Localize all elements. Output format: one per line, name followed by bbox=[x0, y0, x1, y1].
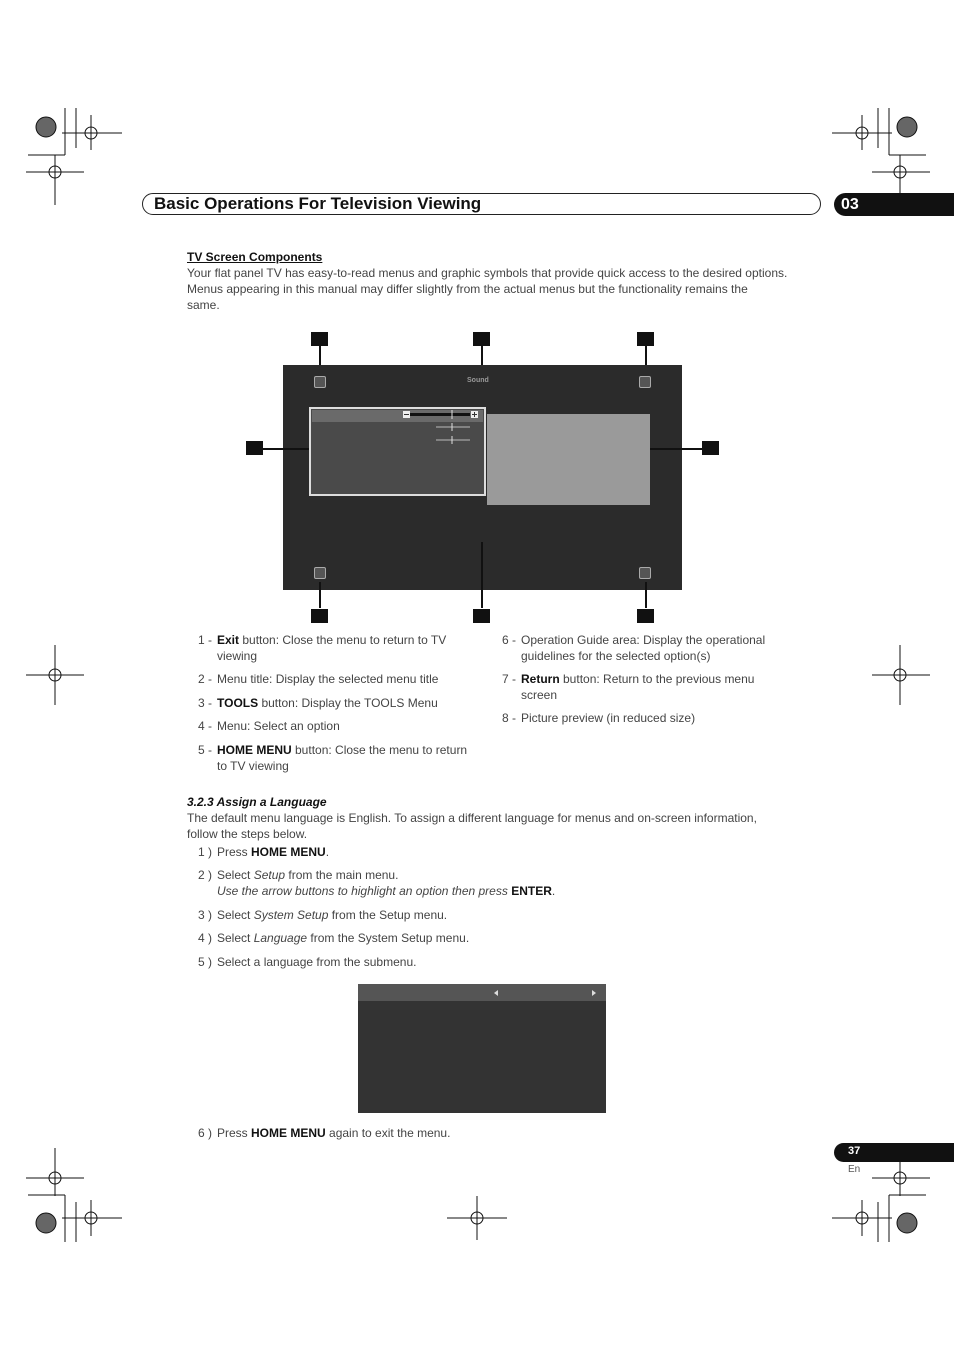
step-item: 4 ) Select Language from the System Setup menu. bbox=[198, 931, 470, 945]
callout-line bbox=[481, 542, 483, 608]
menu-title: Sound bbox=[467, 377, 489, 384]
arrow-left-icon bbox=[494, 990, 498, 996]
arrow-right-icon bbox=[592, 990, 596, 996]
list-item: 2 - Menu title: Display the selected menu title bbox=[198, 672, 439, 686]
step-item: 5 ) Select a language from the submenu. bbox=[198, 955, 417, 969]
list-item: 1 - Exit button: Close the menu to return to TV viewing bbox=[198, 633, 447, 663]
intro-line: same. bbox=[187, 298, 220, 312]
language-menu-screen bbox=[358, 984, 606, 1113]
chapter-number: 03 bbox=[841, 196, 859, 213]
step-item: 1 ) Press HOME MENU. bbox=[198, 845, 330, 859]
subsection-title: 3.2.3 Assign a Language bbox=[187, 795, 327, 809]
callout-3 bbox=[637, 332, 654, 346]
callout-5 bbox=[311, 609, 328, 623]
language-code: En bbox=[848, 1164, 861, 1175]
callout-8 bbox=[702, 441, 719, 455]
chapter-tab bbox=[834, 193, 954, 216]
step-item: 6 ) Press HOME MENU again to exit the menu. bbox=[198, 1126, 451, 1140]
callout-4 bbox=[246, 441, 263, 455]
picture-preview bbox=[487, 414, 650, 505]
section-title: TV Screen Components bbox=[187, 250, 323, 264]
callout-line bbox=[650, 448, 702, 450]
exit-icon bbox=[314, 376, 326, 388]
page-title: Basic Operations For Television Viewing bbox=[154, 194, 482, 213]
callout-6 bbox=[473, 609, 490, 623]
slider-controls bbox=[400, 409, 484, 449]
tools-icon bbox=[639, 376, 651, 388]
callout-1 bbox=[311, 332, 328, 346]
intro-line: Your flat panel TV has easy-to-read menus and graphic symbols that provide quick access to the desired options. bbox=[187, 266, 788, 280]
section-intro bbox=[187, 265, 827, 313]
list-item: 5 - HOME MENU button: Close the menu to return to TV viewing bbox=[198, 743, 468, 773]
intro-line: Menus appearing in this manual may differ slightly from the actual menus but the functionality remains the bbox=[187, 282, 748, 296]
step-item: 2 ) Select Setup from the main menu. Use the arrow buttons to highlight an option then press ENTER. bbox=[198, 868, 556, 898]
list-item: 8 - Picture preview (in reduced size) bbox=[502, 711, 696, 725]
page-number-tab bbox=[834, 1143, 954, 1162]
subsection-intro bbox=[187, 810, 847, 842]
callout-2 bbox=[473, 332, 490, 346]
callout-line bbox=[319, 582, 321, 608]
return-icon bbox=[639, 567, 651, 579]
list-item: 7 - Return button: Return to the previous menu screen bbox=[502, 672, 755, 702]
intro-line: follow the steps below. bbox=[187, 827, 308, 841]
arrow-icons bbox=[490, 988, 600, 998]
list-item: 6 - Operation Guide area: Display the operational guidelines for the selected option(s) bbox=[502, 633, 766, 663]
page-number: 37 bbox=[848, 1145, 861, 1157]
intro-line: The default menu language is English. To assign a different language for menus and on-screen information, bbox=[187, 811, 757, 825]
list-item: 3 - TOOLS button: Display the TOOLS Menu bbox=[198, 696, 438, 710]
callout-7 bbox=[637, 609, 654, 623]
callout-line bbox=[263, 448, 309, 450]
callout-line bbox=[645, 582, 647, 608]
home-menu-icon bbox=[314, 567, 326, 579]
step-item: 3 ) Select System Setup from the Setup menu. bbox=[198, 908, 448, 922]
list-item: 4 - Menu: Select an option bbox=[198, 719, 340, 733]
